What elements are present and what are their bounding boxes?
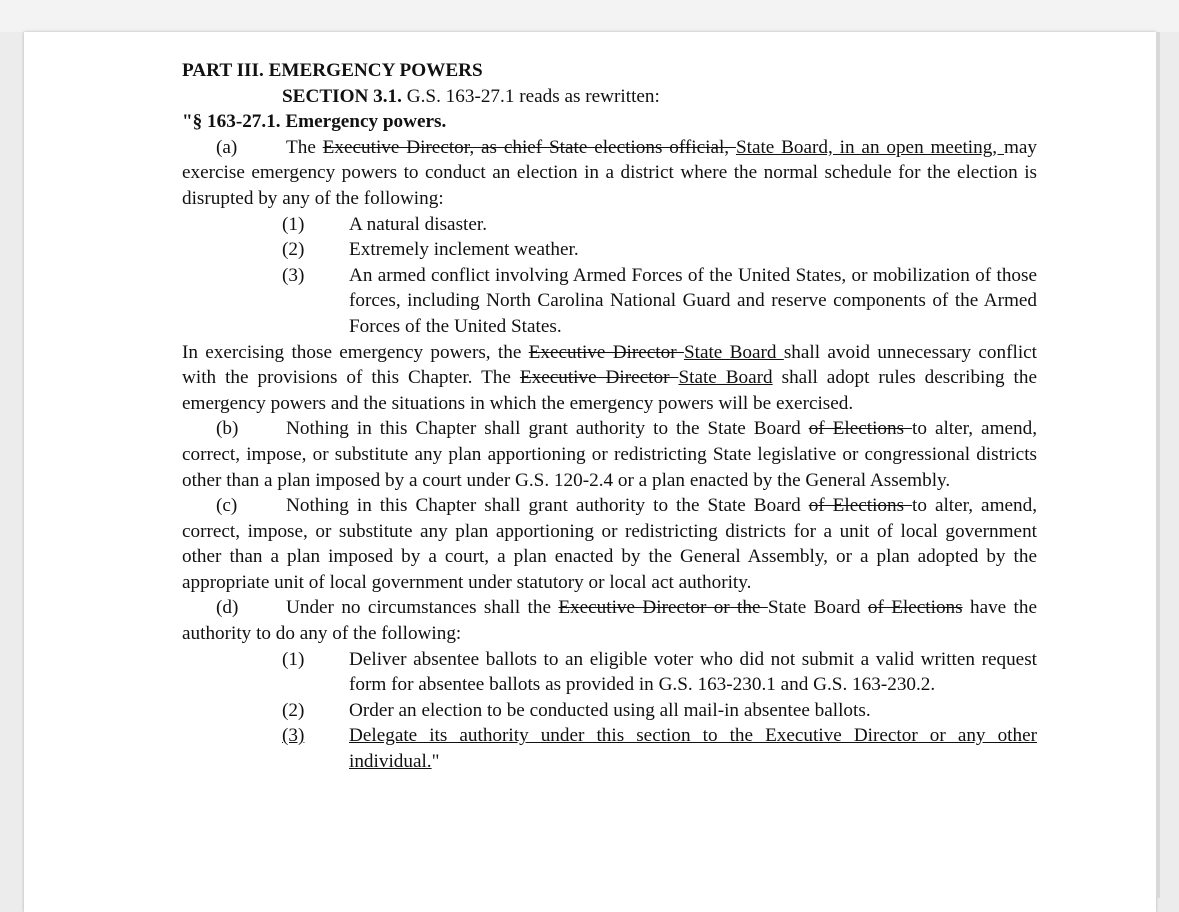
list-item-number: (2) bbox=[282, 699, 305, 721]
page-right-edge bbox=[1156, 32, 1160, 898]
list-item-number: (3) bbox=[282, 264, 305, 286]
closing-quote: " bbox=[431, 751, 440, 773]
subsection-c bbox=[182, 493, 1037, 595]
section-line bbox=[182, 84, 1037, 110]
subsection-d-text-2: State Board bbox=[767, 597, 868, 619]
list-item-text: Extremely inclement weather. bbox=[349, 239, 579, 261]
list-item bbox=[182, 698, 1037, 724]
viewer-top-band bbox=[0, 0, 1179, 32]
subsection-d-text-3: have the authority to do any of the following: bbox=[182, 597, 1038, 645]
exercising-inserted-1: State Board bbox=[683, 341, 784, 363]
list-item-text: Delegate its authority under this section to the Executive Director or any other individual. bbox=[349, 725, 1037, 773]
list-item-text: Order an election to be conducted using all mail-in absentee ballots. bbox=[349, 699, 871, 721]
exercising-struck-1: Executive Director bbox=[528, 341, 684, 363]
exercising-text-2: shall avoid unnecessary conflict with the provisions of this Chapter. The bbox=[182, 341, 1037, 389]
section-text: G.S. 163-27.1 reads as rewritten: bbox=[401, 85, 660, 107]
section-label: SECTION 3.1. bbox=[282, 85, 402, 107]
exercising-paragraph bbox=[182, 340, 1037, 417]
list-item-text: A natural disaster. bbox=[349, 213, 488, 235]
subsection-c-struck-1: of Elections bbox=[808, 495, 913, 517]
list-item-text-wrap bbox=[349, 723, 1037, 774]
subsection-b-label: (b) bbox=[216, 418, 239, 440]
subsection-c-text-2: to alter, amend, correct, impose, or substitute any plan apportioning or redistricting districts for a unit of local government other than a plan imposed by a court, a plan enacted by the General Assembly, or a plan adopted by the appropriate unit of local government under statutory or local act authority. bbox=[182, 495, 1037, 593]
subsection-c-label: (c) bbox=[216, 495, 238, 517]
list-item-number: (1) bbox=[282, 213, 305, 235]
list-item bbox=[182, 723, 1037, 774]
subsection-a-struck-1: Executive Director, as chief State elections official, bbox=[322, 136, 736, 158]
subsection-c-text-1: Nothing in this Chapter shall grant authority to the State Board bbox=[286, 495, 809, 517]
part-title: PART III. EMERGENCY POWERS bbox=[182, 60, 483, 81]
document-page bbox=[24, 32, 1156, 912]
subsection-b-text-1: Nothing in this Chapter shall grant authority to the State Board bbox=[286, 418, 809, 440]
list-item-number: (1) bbox=[282, 648, 305, 670]
exercising-struck-2: Executive Director bbox=[519, 367, 679, 389]
subsection-d-label: (d) bbox=[216, 597, 239, 619]
document-content bbox=[182, 58, 1037, 775]
exercising-text-1: In exercising those emergency powers, the bbox=[182, 341, 529, 363]
exercising-inserted-2: State Board bbox=[678, 367, 773, 389]
subsection-b-struck-1: of Elections bbox=[808, 418, 913, 440]
subsection-d bbox=[182, 595, 1037, 646]
list-item-number: (2) bbox=[282, 239, 305, 261]
list-item-text: Deliver absentee ballots to an eligible voter who did not submit a valid written request form for absentee ballots as provided in G.S. 163-230.1 and G.S. 163-230.2. bbox=[349, 648, 1037, 696]
list-item-text: An armed conflict involving Armed Forces of the United States, or mobilization of those forces, including North Carolina National Guard and reserve components of the Armed Forces of the United States. bbox=[349, 264, 1037, 337]
subsection-b-text-2: to alter, amend, correct, impose, or substitute any plan apportioning or redistricting State legislative or congressional districts other than a plan imposed by a court under G.S. 120-2.4 or a plan enacted by the General Assembly. bbox=[182, 418, 1037, 491]
list-item bbox=[182, 647, 1037, 698]
list-item bbox=[182, 237, 1037, 263]
list-item bbox=[182, 263, 1037, 340]
subsection-d-text-1: Under no circumstances shall the bbox=[286, 597, 559, 619]
list-item-number: (3) bbox=[282, 725, 305, 747]
subsection-a-inserted-1: State Board, in an open meeting, bbox=[735, 136, 1004, 158]
subsection-d-struck-1: Executive Director or the bbox=[558, 597, 768, 619]
statute-heading: "§ 163-27.1. Emergency powers. bbox=[182, 111, 447, 133]
subsection-a-text-1: The bbox=[286, 136, 323, 158]
subsection-a-text-2: may exercise emergency powers to conduct an election in a district where the normal schedule for the election is disrupted by any of the following: bbox=[182, 136, 1037, 209]
subsection-d-struck-2: of Elections bbox=[867, 597, 963, 619]
subsection-a-label: (a) bbox=[216, 136, 238, 158]
exercising-text-3: shall adopt rules describing the emergency powers and the situations in which the emergency powers will be exercised. bbox=[182, 367, 1037, 414]
subsection-b bbox=[182, 416, 1037, 493]
list-item bbox=[182, 212, 1037, 238]
subsection-a bbox=[182, 135, 1037, 212]
